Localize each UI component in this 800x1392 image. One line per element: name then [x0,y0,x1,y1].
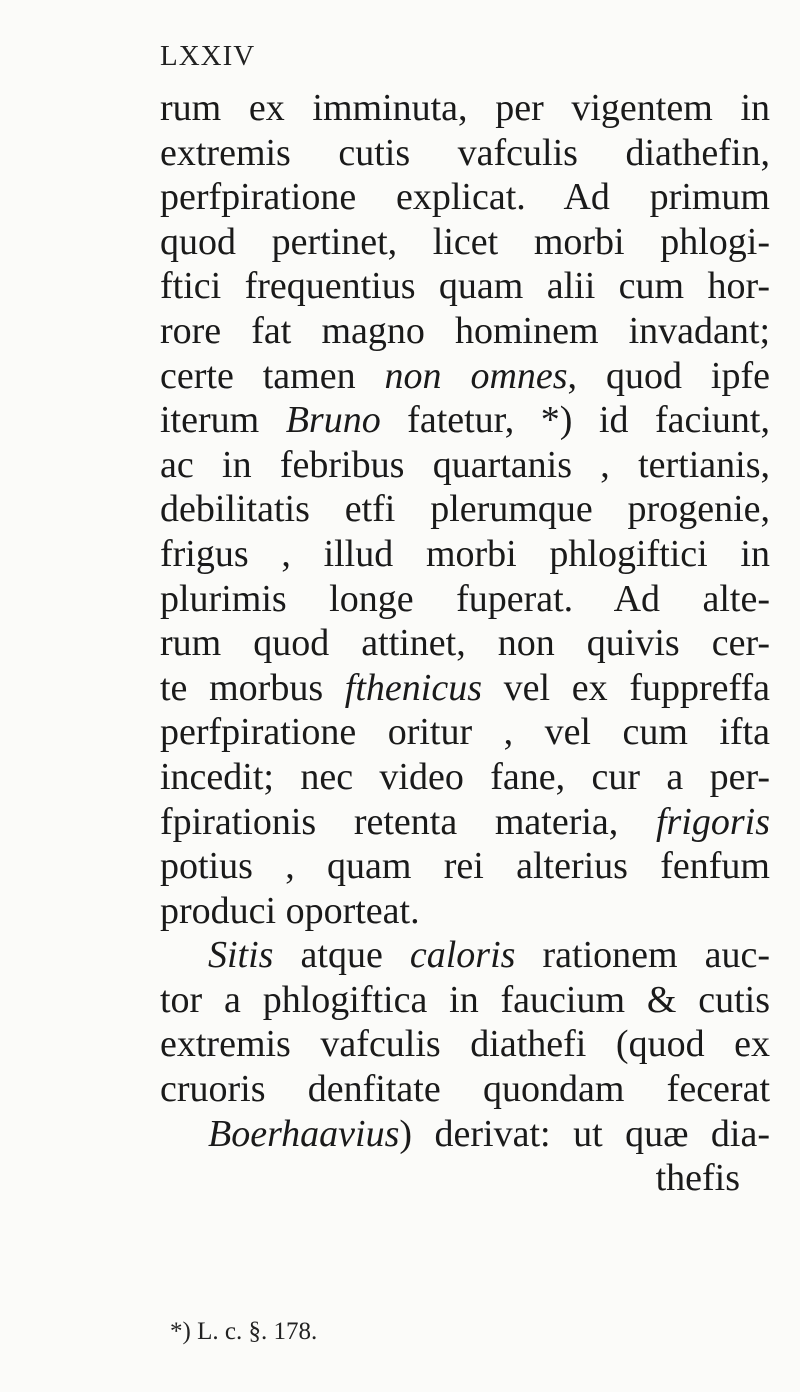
text-run: rum quod attinet, non quivis cer- [160,622,770,665]
text-run: extremis vafculis diathefi (quod ex [160,1023,770,1066]
text-run: rationem auc- [515,934,770,977]
text-run: ac in febribus quartanis , tertianis, [160,443,770,486]
text-run: frigus , illud morbi phlogiftici in [160,532,770,575]
catchword-line [160,1156,770,1201]
text-line [160,710,770,755]
text-run: cruoris denfitate quondam fecerat [160,1068,770,1111]
text-run: extremis cutis vafculis diathefin, [160,131,770,174]
text-line [160,933,770,978]
text-run: ftici frequentius quam alii cum hor- [160,265,770,308]
text-line [160,1112,770,1157]
italic-text-run: caloris [409,934,516,977]
italic-text-run: Sitis [208,934,274,977]
text-line [160,1022,770,1067]
text-line [160,131,770,176]
text-run: debilitatis etfi plerumque progenie, [160,488,770,531]
italic-text-run: non omnes [384,354,568,397]
text-run: vel ex fuppreffa [482,666,770,709]
italic-text-run: fthenicus [344,666,482,709]
text-line [160,532,770,577]
text-run: certe tamen [160,354,385,397]
text-line [160,978,770,1023]
text-line [160,577,770,622]
text-line [160,443,770,488]
text-line [160,175,770,220]
text-run: produci oporteat. [160,889,420,932]
catchword: thefis [655,1157,740,1200]
italic-text-run: frigoris [655,800,770,843]
text-run: atque [273,934,410,977]
text-run: perfpiratione oritur , vel cum ifta [160,711,770,754]
text-line [160,755,770,800]
text-line [160,844,770,889]
text-line [160,800,770,845]
page-number: LXXIV [160,40,256,72]
text-run: , quod ipfe [567,354,770,397]
text-run: fatetur, *) id faciunt, [380,399,770,442]
text-line [160,1067,770,1112]
text-line [160,86,770,131]
text-run: fpirationis retenta materia, [160,800,656,843]
text-run: perfpiratione explicat. Ad primum [160,176,770,219]
text-run: ) derivat: ut quæ dia- [399,1112,770,1155]
italic-text-run: Bruno [285,399,381,442]
text-run: incedit; nec video fane, cur a per- [160,755,770,798]
body-text [160,86,770,1201]
footnote: *) L. c. §. 178. [170,1318,318,1345]
text-run: rore fat magno hominem invadant; [160,309,770,352]
text-line [160,487,770,532]
text-line [160,621,770,666]
text-line [160,309,770,354]
text-line [160,220,770,265]
text-line [160,889,770,934]
text-run: te morbus [160,666,345,709]
text-run: iterum [160,399,286,442]
text-line [160,264,770,309]
text-run: potius , quam rei alterius fenfum [160,845,770,888]
text-run: tor a phlogiftica in faucium & cutis [160,978,770,1021]
text-line [160,666,770,711]
text-run: plurimis longe fuperat. Ad alte- [160,577,770,620]
italic-text-run: Boerhaavius [208,1112,400,1155]
text-line [160,398,770,443]
text-run: quod pertinet, licet morbi phlogi- [160,220,770,263]
text-line [160,354,770,399]
text-run: rum ex imminuta, per vigentem in [160,87,770,129]
